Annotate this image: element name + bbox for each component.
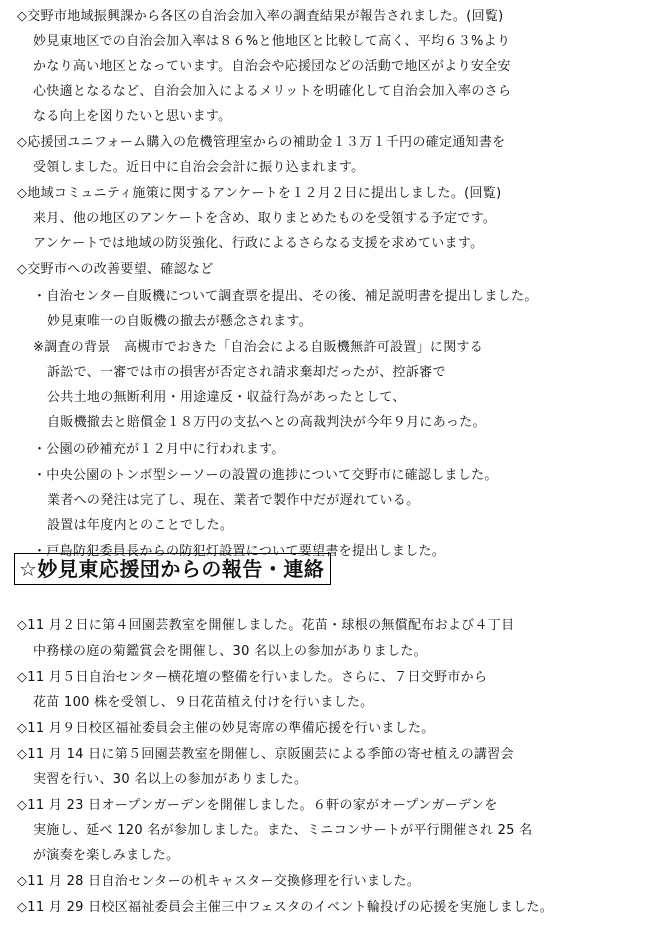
text-line: 花苗 100 株を受領し、９日花苗植え付けを行いました。 <box>33 695 374 710</box>
text-line: ◇11 月９日校区福祉委員会主催の妙見寄席の準備応援を行いました。 <box>17 721 435 736</box>
text-line: ◇11 月５日自治センター横花壇の整備を行いました。さらに、７日交野市から <box>17 670 488 685</box>
text-line: 妙見東地区での自治会加入率は８６%と他地区と比較して高く、平均６３%より <box>33 34 511 49</box>
text-line: ・戸島防犯委員長からの防犯灯設置について要望書を提出しました。 <box>33 544 446 559</box>
text-line: 受領しました。近日中に自治会会計に振り込まれます。 <box>33 160 365 175</box>
text-line: 訴訟で、一審では市の損害が否定され請求棄却だったが、控訴審で <box>47 365 446 380</box>
text-line: ◇応援団ユニフォーム購入の危機管理室からの補助金１３万１千円の確定通知書を <box>17 135 506 150</box>
text-line: 来月、他の地区のアンケートを含め、取りまとめたものを受領する予定です。 <box>33 211 497 226</box>
text-line: ◇交野市地域振興課から各区の自治会加入率の調査結果が報告されました。(回覧) <box>17 9 504 24</box>
text-line: 公共土地の無断利用・用途違反・収益行為があったとして、 <box>47 390 406 405</box>
text-line: 妙見東唯一の自販機の撤去が懸念されます。 <box>47 314 312 329</box>
text-line: ・公園の砂補充が１２月中に行われます。 <box>33 442 285 457</box>
text-line: アンケートでは地域の防災強化、行政によるさらなる支援を求めています。 <box>33 236 484 251</box>
text-line: 実施し、延べ 120 名が参加しました。また、ミニコンサートが平行開催され 25 名 <box>33 823 533 838</box>
text-line: ◇地域コミュニティ施策に関するアンケートを１２月２日に提出しました。(回覧) <box>17 186 502 201</box>
text-line: 自販機撤去と賠償金１８万円の支払へとの高裁判決が今年９月にあった。 <box>47 415 486 430</box>
text-line: なる向上を図りたいと思います。 <box>33 109 232 124</box>
text-line: 実習を行い、30 名以上の参加がありました。 <box>33 772 308 787</box>
text-line: ◇11 月 28 日自治センターの机キャスター交換修理を行いました。 <box>17 874 421 889</box>
text-line: 設置は年度内とのことでした。 <box>47 518 234 533</box>
text-line: かなり高い地区となっています。自治会や応援団などの活動で地区がより安全安 <box>33 59 511 74</box>
text-line: ・自治センター自販機について調査票を提出、その後、補足説明書を提出しました。 <box>33 289 538 304</box>
text-line: が演奏を楽しみました。 <box>33 848 180 863</box>
section-heading: ☆妙見東応援団からの報告・連絡 <box>14 553 331 585</box>
text-line: ・中央公園のトンボ型シーソーの設置の進捗について交野市に確認しました。 <box>33 468 498 483</box>
text-line: ◇11 月 29 日校区福祉委員会主催三中フェスタのイベント輪投げの応援を実施しました。 <box>17 900 554 915</box>
text-line: 業者への発注は完了し、現在、業者で製作中だが遅れている。 <box>47 493 420 508</box>
text-line: 中務様の庭の菊鑑賞会を開催し、30 名以上の参加がありました。 <box>33 644 427 659</box>
text-line: ◇交野市への改善要望、確認など <box>17 262 214 277</box>
text-line: ※調査の背景 高槻市でおきた「自治会による自販機無許可設置」に関する <box>33 340 484 355</box>
text-line: 心快適となるなど、自治会加入によるメリットを明確化して自治会加入率のさら <box>33 84 512 99</box>
text-line: ◇11 月 14 日に第５回園芸教室を開催し、京阪園芸による季節の寄せ植えの講習会 <box>17 747 514 762</box>
text-line: ◇11 月２日に第４回園芸教室を開催しました。花苗・球根の無償配布および４丁目 <box>17 618 515 633</box>
text-line: ◇11 月 23 日オープンガーデンを開催しました。６軒の家がオープンガーデンを <box>17 798 498 813</box>
